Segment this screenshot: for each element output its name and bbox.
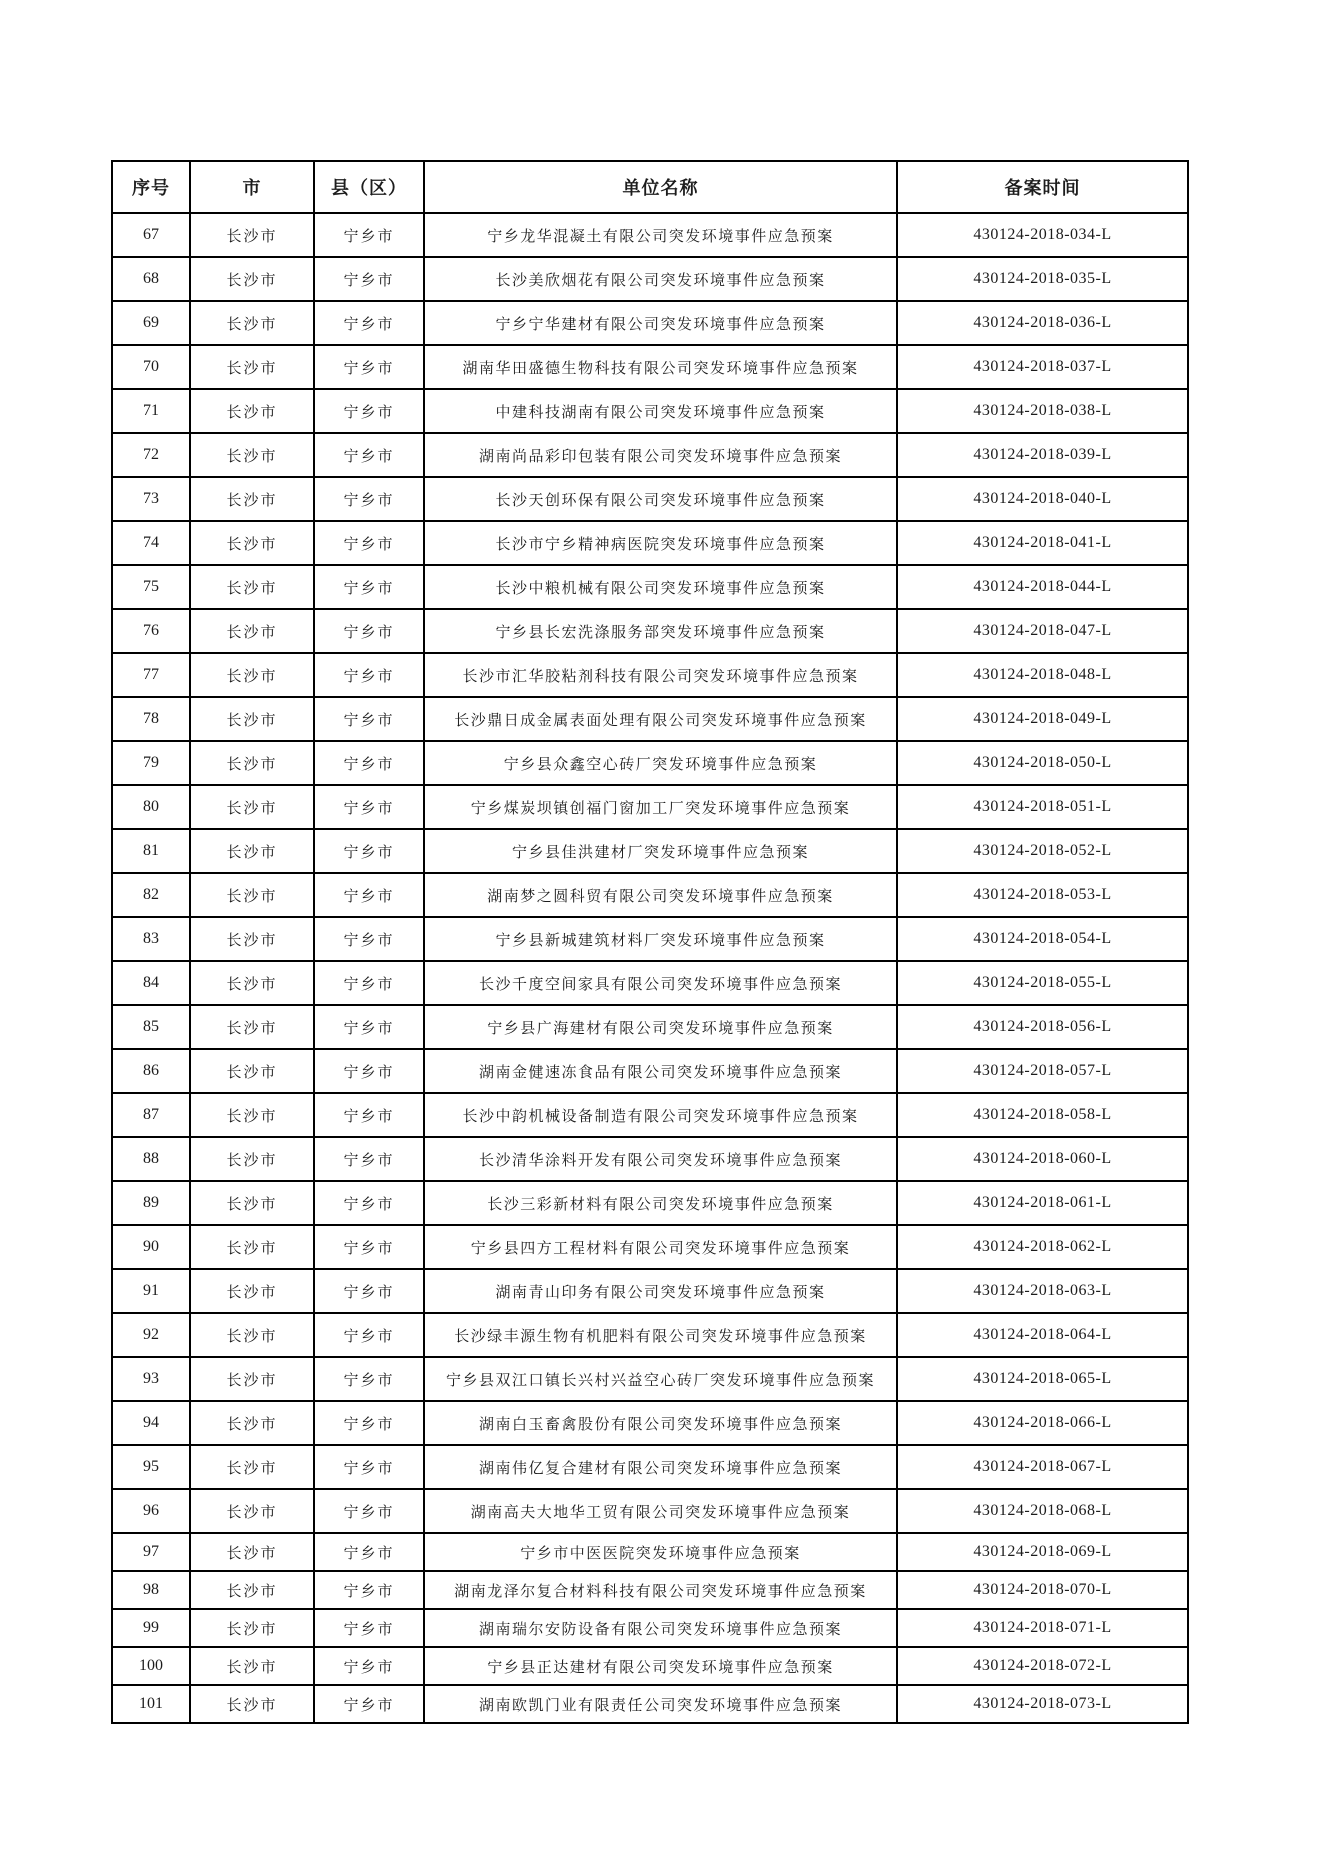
cell-record-no: 430124-2018-063-L (897, 1269, 1188, 1313)
cell-city: 长沙市 (190, 741, 314, 785)
cell-record-no: 430124-2018-066-L (897, 1401, 1188, 1445)
cell-serial: 91 (112, 1269, 190, 1313)
cell-city: 长沙市 (190, 389, 314, 433)
table-row (112, 1313, 1188, 1357)
cell-record-no: 430124-2018-065-L (897, 1357, 1188, 1401)
cell-county: 宁乡市 (314, 741, 424, 785)
table-row (112, 1049, 1188, 1093)
cell-unit-name: 宁乡县众鑫空心砖厂突发环境事件应急预案 (424, 741, 897, 785)
cell-city: 长沙市 (190, 433, 314, 477)
cell-county: 宁乡市 (314, 1571, 424, 1609)
cell-county: 宁乡市 (314, 1445, 424, 1489)
cell-serial: 89 (112, 1181, 190, 1225)
cell-county: 宁乡市 (314, 1269, 424, 1313)
cell-unit-name: 宁乡县双江口镇长兴村兴益空心砖厂突发环境事件应急预案 (424, 1357, 897, 1401)
cell-record-no: 430124-2018-073-L (897, 1685, 1188, 1723)
cell-record-no: 430124-2018-048-L (897, 653, 1188, 697)
cell-serial: 100 (112, 1647, 190, 1685)
cell-record-no: 430124-2018-041-L (897, 521, 1188, 565)
cell-unit-name: 宁乡县四方工程材料有限公司突发环境事件应急预案 (424, 1225, 897, 1269)
cell-city: 长沙市 (190, 785, 314, 829)
col-header-serial: 序号 (112, 161, 190, 213)
cell-county: 宁乡市 (314, 653, 424, 697)
cell-unit-name: 宁乡县佳洪建材厂突发环境事件应急预案 (424, 829, 897, 873)
cell-serial: 73 (112, 477, 190, 521)
cell-unit-name: 湖南华田盛德生物科技有限公司突发环境事件应急预案 (424, 345, 897, 389)
col-header-county: 县（区） (314, 161, 424, 213)
cell-county: 宁乡市 (314, 477, 424, 521)
cell-city: 长沙市 (190, 521, 314, 565)
cell-record-no: 430124-2018-039-L (897, 433, 1188, 477)
cell-record-no: 430124-2018-053-L (897, 873, 1188, 917)
cell-county: 宁乡市 (314, 785, 424, 829)
table-row (112, 961, 1188, 1005)
table-row (112, 301, 1188, 345)
cell-unit-name: 长沙三彩新材料有限公司突发环境事件应急预案 (424, 1181, 897, 1225)
table-row (112, 1647, 1188, 1685)
cell-unit-name: 宁乡市中医医院突发环境事件应急预案 (424, 1533, 897, 1571)
cell-city: 长沙市 (190, 1533, 314, 1571)
cell-record-no: 430124-2018-061-L (897, 1181, 1188, 1225)
cell-unit-name: 宁乡县广海建材有限公司突发环境事件应急预案 (424, 1005, 897, 1049)
table-row (112, 741, 1188, 785)
cell-serial: 80 (112, 785, 190, 829)
cell-county: 宁乡市 (314, 1609, 424, 1647)
cell-city: 长沙市 (190, 1269, 314, 1313)
cell-county: 宁乡市 (314, 257, 424, 301)
cell-county: 宁乡市 (314, 1313, 424, 1357)
cell-unit-name: 湖南金健速冻食品有限公司突发环境事件应急预案 (424, 1049, 897, 1093)
cell-city: 长沙市 (190, 477, 314, 521)
cell-city: 长沙市 (190, 565, 314, 609)
cell-serial: 101 (112, 1685, 190, 1723)
table-row (112, 1571, 1188, 1609)
cell-serial: 95 (112, 1445, 190, 1489)
cell-record-no: 430124-2018-052-L (897, 829, 1188, 873)
cell-serial: 67 (112, 213, 190, 257)
cell-record-no: 430124-2018-055-L (897, 961, 1188, 1005)
col-header-unit-name: 单位名称 (424, 161, 897, 213)
table-row (112, 829, 1188, 873)
table-row (112, 697, 1188, 741)
cell-city: 长沙市 (190, 1225, 314, 1269)
cell-unit-name: 长沙美欣烟花有限公司突发环境事件应急预案 (424, 257, 897, 301)
cell-serial: 88 (112, 1137, 190, 1181)
cell-record-no: 430124-2018-068-L (897, 1489, 1188, 1533)
cell-serial: 70 (112, 345, 190, 389)
cell-county: 宁乡市 (314, 961, 424, 1005)
cell-serial: 92 (112, 1313, 190, 1357)
cell-county: 宁乡市 (314, 1533, 424, 1571)
cell-county: 宁乡市 (314, 213, 424, 257)
cell-city: 长沙市 (190, 1093, 314, 1137)
table-row (112, 1137, 1188, 1181)
table-row (112, 1269, 1188, 1313)
cell-unit-name: 中建科技湖南有限公司突发环境事件应急预案 (424, 389, 897, 433)
cell-serial: 94 (112, 1401, 190, 1445)
cell-county: 宁乡市 (314, 829, 424, 873)
cell-record-no: 430124-2018-047-L (897, 609, 1188, 653)
cell-city: 长沙市 (190, 1445, 314, 1489)
cell-county: 宁乡市 (314, 1049, 424, 1093)
table-row (112, 873, 1188, 917)
table-row (112, 213, 1188, 257)
cell-record-no: 430124-2018-062-L (897, 1225, 1188, 1269)
cell-serial: 69 (112, 301, 190, 345)
cell-county: 宁乡市 (314, 1647, 424, 1685)
cell-city: 长沙市 (190, 697, 314, 741)
cell-unit-name: 湖南欧凯门业有限责任公司突发环境事件应急预案 (424, 1685, 897, 1723)
cell-unit-name: 长沙千度空间家具有限公司突发环境事件应急预案 (424, 961, 897, 1005)
cell-record-no: 430124-2018-054-L (897, 917, 1188, 961)
cell-record-no: 430124-2018-070-L (897, 1571, 1188, 1609)
table-row (112, 477, 1188, 521)
cell-city: 长沙市 (190, 873, 314, 917)
table-row (112, 1093, 1188, 1137)
cell-record-no: 430124-2018-037-L (897, 345, 1188, 389)
cell-county: 宁乡市 (314, 1685, 424, 1723)
cell-serial: 74 (112, 521, 190, 565)
cell-county: 宁乡市 (314, 1489, 424, 1533)
table-row (112, 345, 1188, 389)
cell-serial: 93 (112, 1357, 190, 1401)
cell-unit-name: 湖南伟亿复合建材有限公司突发环境事件应急预案 (424, 1445, 897, 1489)
col-header-city: 市 (190, 161, 314, 213)
cell-record-no: 430124-2018-049-L (897, 697, 1188, 741)
cell-serial: 79 (112, 741, 190, 785)
cell-unit-name: 长沙天创环保有限公司突发环境事件应急预案 (424, 477, 897, 521)
cell-city: 长沙市 (190, 257, 314, 301)
cell-record-no: 430124-2018-058-L (897, 1093, 1188, 1137)
table-row (112, 917, 1188, 961)
cell-record-no: 430124-2018-040-L (897, 477, 1188, 521)
table-row (112, 257, 1188, 301)
cell-unit-name: 长沙市宁乡精神病医院突发环境事件应急预案 (424, 521, 897, 565)
cell-city: 长沙市 (190, 1313, 314, 1357)
table-row (112, 609, 1188, 653)
cell-county: 宁乡市 (314, 917, 424, 961)
table-row (112, 1005, 1188, 1049)
cell-serial: 72 (112, 433, 190, 477)
cell-city: 长沙市 (190, 1685, 314, 1723)
cell-county: 宁乡市 (314, 873, 424, 917)
cell-unit-name: 湖南龙泽尔复合材料科技有限公司突发环境事件应急预案 (424, 1571, 897, 1609)
cell-city: 长沙市 (190, 1489, 314, 1533)
cell-city: 长沙市 (190, 1137, 314, 1181)
cell-unit-name: 长沙中韵机械设备制造有限公司突发环境事件应急预案 (424, 1093, 897, 1137)
cell-record-no: 430124-2018-056-L (897, 1005, 1188, 1049)
cell-unit-name: 湖南尚品彩印包装有限公司突发环境事件应急预案 (424, 433, 897, 477)
cell-serial: 87 (112, 1093, 190, 1137)
cell-unit-name: 宁乡县长宏洗涤服务部突发环境事件应急预案 (424, 609, 897, 653)
table-row (112, 1357, 1188, 1401)
cell-record-no: 430124-2018-035-L (897, 257, 1188, 301)
cell-serial: 76 (112, 609, 190, 653)
cell-unit-name: 长沙清华涂料开发有限公司突发环境事件应急预案 (424, 1137, 897, 1181)
cell-unit-name: 宁乡宁华建材有限公司突发环境事件应急预案 (424, 301, 897, 345)
cell-city: 长沙市 (190, 1357, 314, 1401)
cell-record-no: 430124-2018-071-L (897, 1609, 1188, 1647)
cell-county: 宁乡市 (314, 389, 424, 433)
cell-city: 长沙市 (190, 1609, 314, 1647)
cell-city: 长沙市 (190, 829, 314, 873)
table-row (112, 653, 1188, 697)
cell-record-no: 430124-2018-038-L (897, 389, 1188, 433)
cell-record-no: 430124-2018-034-L (897, 213, 1188, 257)
cell-city: 长沙市 (190, 1647, 314, 1685)
cell-county: 宁乡市 (314, 1357, 424, 1401)
cell-unit-name: 宁乡县新城建筑材料厂突发环境事件应急预案 (424, 917, 897, 961)
cell-serial: 98 (112, 1571, 190, 1609)
cell-serial: 86 (112, 1049, 190, 1093)
table-row (112, 521, 1188, 565)
cell-county: 宁乡市 (314, 301, 424, 345)
cell-record-no: 430124-2018-050-L (897, 741, 1188, 785)
cell-unit-name: 湖南瑞尔安防设备有限公司突发环境事件应急预案 (424, 1609, 897, 1647)
header-row (112, 161, 1188, 213)
cell-serial: 82 (112, 873, 190, 917)
filing-table-header (112, 161, 1188, 213)
cell-unit-name: 宁乡龙华混凝土有限公司突发环境事件应急预案 (424, 213, 897, 257)
cell-unit-name: 湖南白玉畜禽股份有限公司突发环境事件应急预案 (424, 1401, 897, 1445)
cell-record-no: 430124-2018-067-L (897, 1445, 1188, 1489)
table-row (112, 1401, 1188, 1445)
table-row (112, 1685, 1188, 1723)
cell-county: 宁乡市 (314, 1093, 424, 1137)
cell-record-no: 430124-2018-060-L (897, 1137, 1188, 1181)
cell-serial: 83 (112, 917, 190, 961)
table-row (112, 785, 1188, 829)
table-row (112, 1489, 1188, 1533)
cell-serial: 85 (112, 1005, 190, 1049)
cell-county: 宁乡市 (314, 1005, 424, 1049)
cell-city: 长沙市 (190, 917, 314, 961)
cell-serial: 96 (112, 1489, 190, 1533)
cell-city: 长沙市 (190, 345, 314, 389)
cell-county: 宁乡市 (314, 697, 424, 741)
table-row (112, 1181, 1188, 1225)
cell-city: 长沙市 (190, 1005, 314, 1049)
cell-city: 长沙市 (190, 301, 314, 345)
col-header-record-no: 备案时间 (897, 161, 1188, 213)
table-row (112, 1533, 1188, 1571)
cell-county: 宁乡市 (314, 521, 424, 565)
cell-record-no: 430124-2018-069-L (897, 1533, 1188, 1571)
cell-serial: 78 (112, 697, 190, 741)
cell-record-no: 430124-2018-051-L (897, 785, 1188, 829)
cell-serial: 81 (112, 829, 190, 873)
cell-city: 长沙市 (190, 1571, 314, 1609)
cell-unit-name: 长沙市汇华胶粘剂科技有限公司突发环境事件应急预案 (424, 653, 897, 697)
table-row (112, 565, 1188, 609)
cell-county: 宁乡市 (314, 609, 424, 653)
table-row (112, 433, 1188, 477)
cell-unit-name: 长沙中粮机械有限公司突发环境事件应急预案 (424, 565, 897, 609)
cell-unit-name: 湖南高夫大地华工贸有限公司突发环境事件应急预案 (424, 1489, 897, 1533)
cell-unit-name: 湖南青山印务有限公司突发环境事件应急预案 (424, 1269, 897, 1313)
cell-unit-name: 宁乡县正达建材有限公司突发环境事件应急预案 (424, 1647, 897, 1685)
cell-city: 长沙市 (190, 609, 314, 653)
cell-serial: 90 (112, 1225, 190, 1269)
filing-table (111, 160, 1189, 1724)
cell-record-no: 430124-2018-072-L (897, 1647, 1188, 1685)
cell-county: 宁乡市 (314, 1225, 424, 1269)
cell-record-no: 430124-2018-057-L (897, 1049, 1188, 1093)
table-row (112, 1225, 1188, 1269)
cell-serial: 84 (112, 961, 190, 1005)
cell-unit-name: 长沙鼎日成金属表面处理有限公司突发环境事件应急预案 (424, 697, 897, 741)
cell-record-no: 430124-2018-064-L (897, 1313, 1188, 1357)
cell-county: 宁乡市 (314, 1181, 424, 1225)
cell-serial: 77 (112, 653, 190, 697)
cell-unit-name: 宁乡煤炭坝镇创福门窗加工厂突发环境事件应急预案 (424, 785, 897, 829)
cell-unit-name: 湖南梦之圆科贸有限公司突发环境事件应急预案 (424, 873, 897, 917)
cell-county: 宁乡市 (314, 1137, 424, 1181)
cell-serial: 68 (112, 257, 190, 301)
cell-county: 宁乡市 (314, 433, 424, 477)
cell-city: 长沙市 (190, 1401, 314, 1445)
cell-county: 宁乡市 (314, 1401, 424, 1445)
filing-table-body (112, 213, 1188, 1723)
cell-serial: 97 (112, 1533, 190, 1571)
cell-serial: 71 (112, 389, 190, 433)
cell-record-no: 430124-2018-044-L (897, 565, 1188, 609)
cell-serial: 99 (112, 1609, 190, 1647)
cell-city: 长沙市 (190, 961, 314, 1005)
cell-city: 长沙市 (190, 653, 314, 697)
cell-serial: 75 (112, 565, 190, 609)
cell-unit-name: 长沙绿丰源生物有机肥料有限公司突发环境事件应急预案 (424, 1313, 897, 1357)
cell-county: 宁乡市 (314, 565, 424, 609)
cell-record-no: 430124-2018-036-L (897, 301, 1188, 345)
table-row (112, 389, 1188, 433)
cell-city: 长沙市 (190, 213, 314, 257)
cell-county: 宁乡市 (314, 345, 424, 389)
table-row (112, 1445, 1188, 1489)
cell-city: 长沙市 (190, 1181, 314, 1225)
table-row (112, 1609, 1188, 1647)
cell-city: 长沙市 (190, 1049, 314, 1093)
